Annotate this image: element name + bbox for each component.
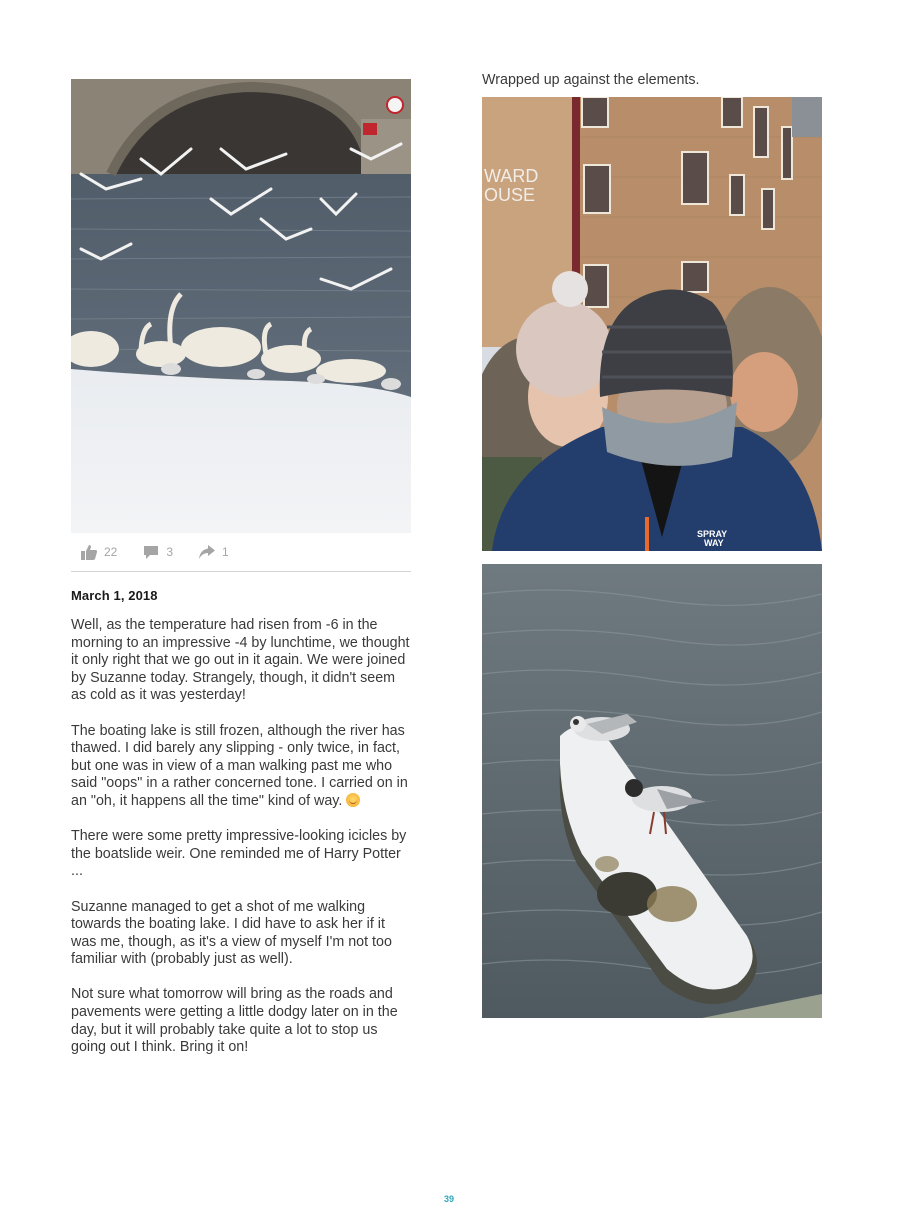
- paragraph-text: The boating lake is still frozen, although the river has thawed. I did barely any slipping - only twice, in fact, but one was in view of a man walking past me who said "oops" in a rather concerned tone. I carried on in an "oh, it happens all the time" kind of way.: [71, 722, 408, 809]
- paragraph: Well, as the temperature had risen from -6 in the morning to an impressive -4 by lunchtime, we thought it only right that we go out in it again. We were joined by Suzanne today. Strangely, though, it didn't seem as cold as it was yesterday!: [71, 617, 410, 704]
- thumbs-up-icon: [81, 545, 97, 560]
- share-icon: [199, 545, 215, 559]
- jacket-text-1: SPRAY: [697, 529, 728, 539]
- sign-text-1: WARD: [484, 166, 539, 186]
- smiley-icon: [346, 793, 360, 807]
- photo-caption: Wrapped up against the elements.: [482, 72, 700, 88]
- comments-stat[interactable]: [143, 545, 173, 560]
- photo-swans-bridge[interactable]: [71, 79, 411, 533]
- jacket-text-2: WAY: [704, 538, 724, 548]
- post-column: [71, 79, 411, 1074]
- page-number: 39: [443, 1194, 454, 1204]
- paragraph: Not sure what tomorrow will bring as the roads and pavements were getting a little dodgy later on in the day, but it will probably take quite a lot to stop us going out I think. Bring it on!: [71, 986, 398, 1056]
- photo-column: [482, 68, 822, 1018]
- post-stats: [71, 533, 411, 572]
- sign-text-2: OUSE: [484, 185, 536, 205]
- comments-count: 3: [166, 545, 174, 559]
- photo-selfie[interactable]: [482, 97, 822, 551]
- shares-stat[interactable]: [199, 545, 229, 559]
- paragraph: There were some pretty impressive-looking icicles by the boatslide weir. One reminded me of Harry Potter ...: [71, 828, 407, 880]
- comment-icon: [143, 545, 159, 560]
- post-date: March 1, 2018: [71, 588, 158, 603]
- post-body: [71, 617, 411, 1057]
- paragraph: [71, 723, 411, 811]
- likes-stat[interactable]: [81, 545, 117, 560]
- photo-gulls-log[interactable]: [482, 564, 822, 1018]
- paragraph: Suzanne managed to get a shot of me walking towards the boating lake. I did have to ask her if it was me, though, as it's a view of myself I'm not too familiar with (probably just as well).: [71, 898, 392, 968]
- likes-count: 22: [104, 545, 118, 559]
- shares-count: 1: [222, 545, 229, 559]
